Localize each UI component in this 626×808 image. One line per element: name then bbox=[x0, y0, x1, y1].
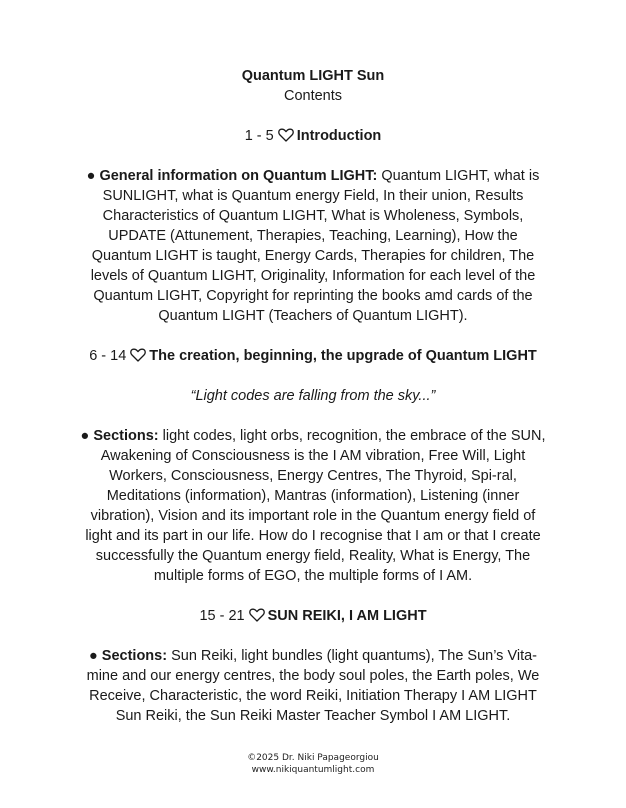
toc-entry-introduction bbox=[0, 126, 626, 148]
description-label: Sections: bbox=[93, 428, 159, 444]
heart-outline-icon bbox=[249, 608, 265, 628]
bullet: ● bbox=[88, 648, 98, 664]
section-heading: SUN REIKI, I AM LIGHT bbox=[267, 608, 427, 624]
section-heading: Introduction bbox=[296, 128, 382, 144]
page-footer bbox=[0, 752, 626, 776]
toc-entry-sun-reiki bbox=[0, 606, 626, 628]
description-text: light codes, light orbs, recognition, the embrace of the SUN, Awakening of Consciousness is the I AM vibration, Free Will, Light Workers, Consciousness, Energy Centres, The Thyroid, Spi-ral, Meditations (information), Mantras (information), Listening (inner vibration), Vision and its important role in the Quantum energy field of light and its part in our life. How do I recognise that I am or that I create successfully the Quantum energy field, Reality, What is Energy, The multiple forms of EGO, the multiple forms of I AM. bbox=[85, 428, 546, 584]
copyright-notice: ©2025 Dr. Niki Papageorgiou bbox=[247, 753, 379, 763]
website-link[interactable]: www.nikiquantumlight.com bbox=[251, 765, 375, 775]
description-text: Sun Reiki, light bundles (light quantums), The Sun’s Vita-mine and our energy centres, the body soul poles, the Earth poles, We Receive, Characteristic, the word Reiki, Initiation Therapy I AM LIGHT Sun Reiki, the Sun Reiki Master Teacher Symbol I AM LIGHT. bbox=[86, 648, 540, 724]
page-range: 6 - 14 bbox=[89, 348, 127, 364]
section-description bbox=[80, 426, 546, 586]
description-text: Quantum LIGHT, what is SUNLIGHT, what is Quantum energy Field, In their union, Results Characteristics of Quantum LIGHT, What is Wholeness, Symbols, UPDATE (Attunement, Therapies, Teaching, Learning), How the Quantum LIGHT is taught, Energy Cards, Therapies for children, The levels of Quantum LIGHT, Originality, Information for each level of the Quantum LIGHT, Copyright for reprinting the books amd cards of the Quantum LIGHT (Teachers of Quantum LIGHT). bbox=[90, 168, 540, 324]
description-label: General information on Quantum LIGHT: bbox=[99, 168, 378, 184]
heart-outline-icon bbox=[130, 348, 146, 368]
page-range: 1 - 5 bbox=[244, 128, 274, 144]
section-description bbox=[80, 166, 546, 326]
toc-entry-creation bbox=[0, 346, 626, 368]
section-quote: “Light codes are falling from the sky...” bbox=[190, 388, 436, 404]
description-label: Sections: bbox=[101, 648, 168, 664]
bullet: ● bbox=[80, 428, 90, 444]
section-heading: The creation, beginning, the upgrade of Quantum LIGHT bbox=[149, 348, 537, 364]
heart-outline-icon bbox=[278, 128, 294, 148]
page-range: 15 - 21 bbox=[199, 608, 245, 624]
bullet: ● bbox=[86, 168, 96, 184]
book-title: Quantum LIGHT Sun bbox=[241, 68, 385, 84]
section-description bbox=[80, 646, 546, 726]
contents-subtitle: Contents bbox=[283, 88, 343, 104]
